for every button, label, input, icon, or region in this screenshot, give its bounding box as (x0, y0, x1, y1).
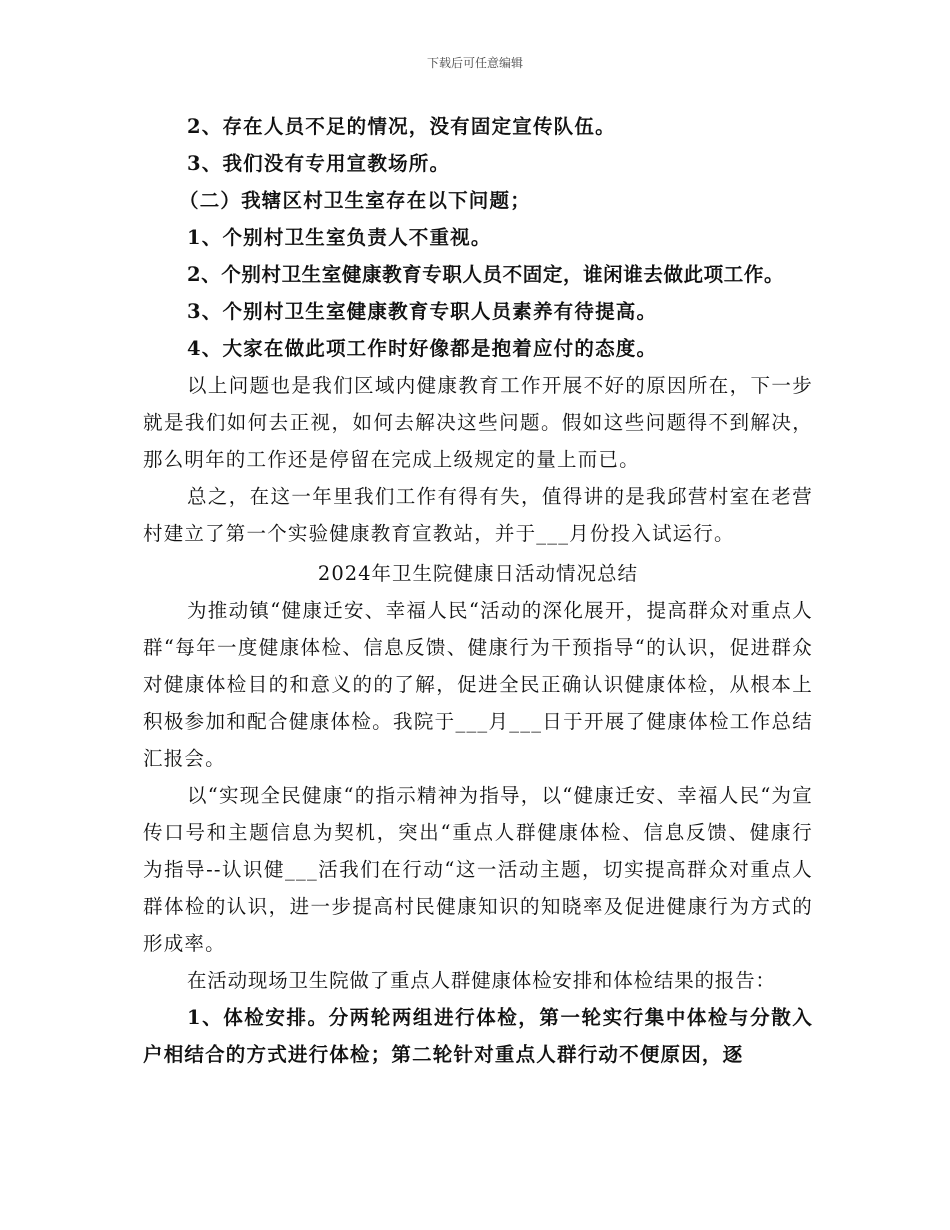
list-item: 2、个别村卫生室健康教育专职人员不固定，谁闲谁去做此项工作。 (187, 263, 785, 286)
page-header: 下载后可任意编辑 (426, 56, 523, 70)
list-item: 3、我们没有专用宣教场所。 (187, 152, 451, 175)
list-item: 4、大家在做此项工作时好像都是抱着应付的态度。 (187, 337, 658, 360)
paragraph: 为推动镇“健康迁安、幸福人民“活动的深化展开，提高群众对重点人群“每年一度健康体检、信息反馈、健康行为干预指导“的认识，促进群众对健康体检目的和意义的的了解，促进全民正确认识健康体检，从根本上积极参加和配合健康体检。我院于___月___日于开展了健康体检工作总结汇报会。 (143, 599, 813, 770)
paragraph: 以“实现全民健康“的指示精神为指导，以“健康迁安、幸福人民“为宣传口号和主题信息为契机，突出“重点人群健康体检、信息反馈、健康行为指导--认识健___活我们在行动“这一活动主题，切实提高群众对重点人群体检的认识，进一步提高村民健康知识的知晓率及促进健康行为方式的形成率。 (143, 784, 813, 955)
section-title: 2024年卫生院健康日活动情况总结 (317, 562, 639, 585)
list-item: 3、个别村卫生室健康教育专职人员素养有待提高。 (187, 300, 658, 323)
list-item: 2、存在人员不足的情况，没有固定宣传队伍。 (187, 115, 616, 138)
list-item: 1、个别村卫生室负责人不重视。 (187, 226, 492, 249)
paragraph: 总之，在这一年里我们工作有得有失，值得讲的是我邱营村室在老营村建立了第一个实验健康教育宣教站，并于___月份投入试运行。 (143, 485, 813, 545)
document-body (143, 108, 813, 1073)
section-heading: （二）我辖区村卫生室存在以下问题； (179, 189, 531, 212)
paragraph: 在活动现场卫生院做了重点人群健康体检安排和体检结果的报告： (187, 969, 776, 992)
paragraph: 以上问题也是我们区域内健康教育工作开展不好的原因所在，下一步就是我们如何去正视，如何去解决这些问题。假如这些问题得不到解决，那么明年的工作还是停留在完成上级规定的量上而已。 (143, 374, 813, 471)
paragraph: 1、体检安排。分两轮两组进行体检，第一轮实行集中体检与分散入户相结合的方式进行体检；第二轮针对重点人群行动不便原因，逐 (143, 1006, 813, 1066)
